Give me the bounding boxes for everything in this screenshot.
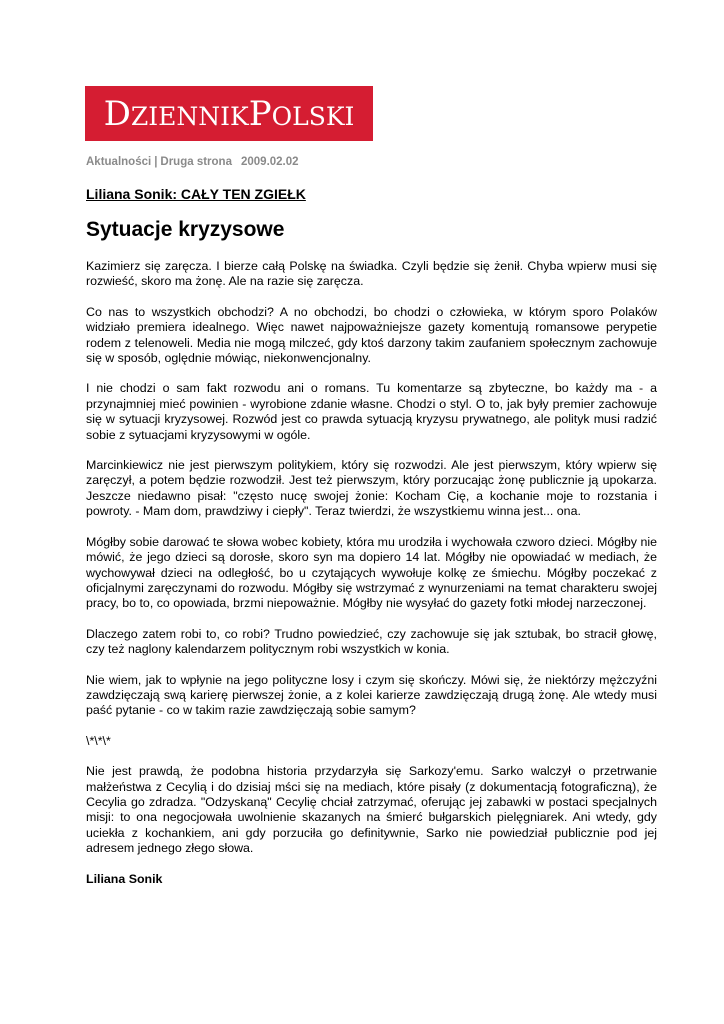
logo-word-olski: OLSKI	[271, 101, 355, 131]
paragraph: Nie jest prawdą, że podobna historia przydarzyła się Sarkozy'emu. Sarko walczył o przetrwanie małżeństwa z Cecylią i do dzisiaj mści się na mediach, które pisały (z dokumentacją fotograficzną), że Cecylia go zdradza. "Odzyskaną" Cecylię chciał zatrzymać, oferując jej zabawki w postaci specjalnych misji: to ona negocjowała uwolnienie skazanych na śmierć bułgarskich pielęgniarek. Ani wtedy, gdy uciekła z kochankiem, ani gdy porzuciła go definitywnie, Sarko nie powiedział publicznie pod jej adresem jednego złego słowa.	[86, 764, 657, 856]
meta-separator: |	[154, 156, 158, 168]
paragraph: Dlaczego zatem robi to, co robi? Trudno powiedzieć, czy zachowuje się jak sztubak, bo stracił głowę, czy też naglony kalendarzem politycznym robi wszystkich w konia.	[86, 626, 657, 657]
paragraph: Marcinkiewicz nie jest pierwszym politykiem, który się rozwodzi. Ale jest pierwszym, który wpierw się zaręczył, a potem będzie rozwodził. Jest też pierwszym, który porzucając żonę publicznie ją upokarza. Jeszcze niedawno pisał: "często nucę swojej żonie: Kocham Cię, a kochanie moje to rozstania i powroty. - Mam dom, prawdziwy i ciepły". Teraz twierdzi, że wszystkiemu winna jest... ona.	[86, 458, 657, 519]
paragraph: Kazimierz się zaręcza. I bierze całą Polskę na świadka. Czyli będzie się żenił. Chyba wpierw musi się rozwieść, skoro ma żonę. Ale na razie się zaręcza.	[86, 259, 657, 289]
logo-wordmark	[103, 93, 355, 134]
logo-letter-d: D	[103, 93, 131, 134]
logo-letter-p: P	[248, 93, 272, 134]
article-meta	[86, 156, 299, 168]
paragraph: Nie wiem, jak to wpłynie na jego polityczne losy i czym się skończy. Mówi się, że niektórzy mężczyźni zawdzięczają swą karierę pierwszej żonie, a z kolei karierze zawdzięczają drugą żonę. Ale wtedy musi paść pytanie - co w takim razie zawdzięczają sobie samym?	[86, 672, 657, 718]
article-body	[86, 259, 657, 902]
section-label: Aktualności	[86, 156, 152, 168]
paragraph: Co nas to wszystkich obchodzi? A no obchodzi, bo chodzi o człowieka, w którym sporo Polaków widziało premiera idealnego. Więc nawet najpoważniejsze gazety komentują romansowe perypetie rodem z telenoweli. Media nie mogą milczeć, gdy ktoś darzony takim zaufaniem społecznym zachowuje się w sposób, oględnie mówiąc, niekonwencjonalny.	[86, 304, 657, 366]
author-signature: Liliana Sonik	[86, 871, 163, 886]
paragraph: I nie chodzi o sam fakt rozwodu ani o romans. Tu komentarze są zbyteczne, bo każdy ma - a przynajmniej mieć powinien - wyrobione zdanie własne. Chodzi o styl. O to, jak były premier zachowuje się w sytuacji kryzysowej. Rozwód jest co prawda sytuacją kryzysu prywatnego, ale polityk musi radzić sobie z sytuacjami kryzysowymi w ogóle.	[86, 381, 657, 442]
newspaper-logo	[85, 86, 373, 141]
subsection-label: Druga strona	[160, 156, 232, 168]
article-headline: Sytuacje kryzysowe	[86, 218, 285, 241]
publication-date: 2009.02.02	[240, 156, 299, 168]
logo-word-ziennik: ZIENNIK	[130, 101, 249, 131]
paragraph: Mógłby sobie darować te słowa wobec kobiety, która mu urodziła i wychowała czworo dzieci. Mógłby nie mówić, że jego dzieci są dorosłe, skoro syn ma dopiero 14 lat. Mógłby nie opowiadać w mediach, że wychowywał dzieci na odległość, bo u czytających wywołuje kolkę ze śmiechu. Mógłby poczekać z oficjalnymi zaręczynami do rozwodu. Mógłby się wstrzymać z wynurzeniami na temat charakteru swojej pracy, bo to, co opowiada, brzmi niepoważnie. Mógłby nie wysyłać do gazety fotki młodej narzeczonej.	[86, 534, 657, 611]
section-divider: \*\*\*	[86, 733, 111, 748]
column-title: Liliana Sonik: CAŁY TEN ZGIEŁK	[86, 186, 306, 202]
